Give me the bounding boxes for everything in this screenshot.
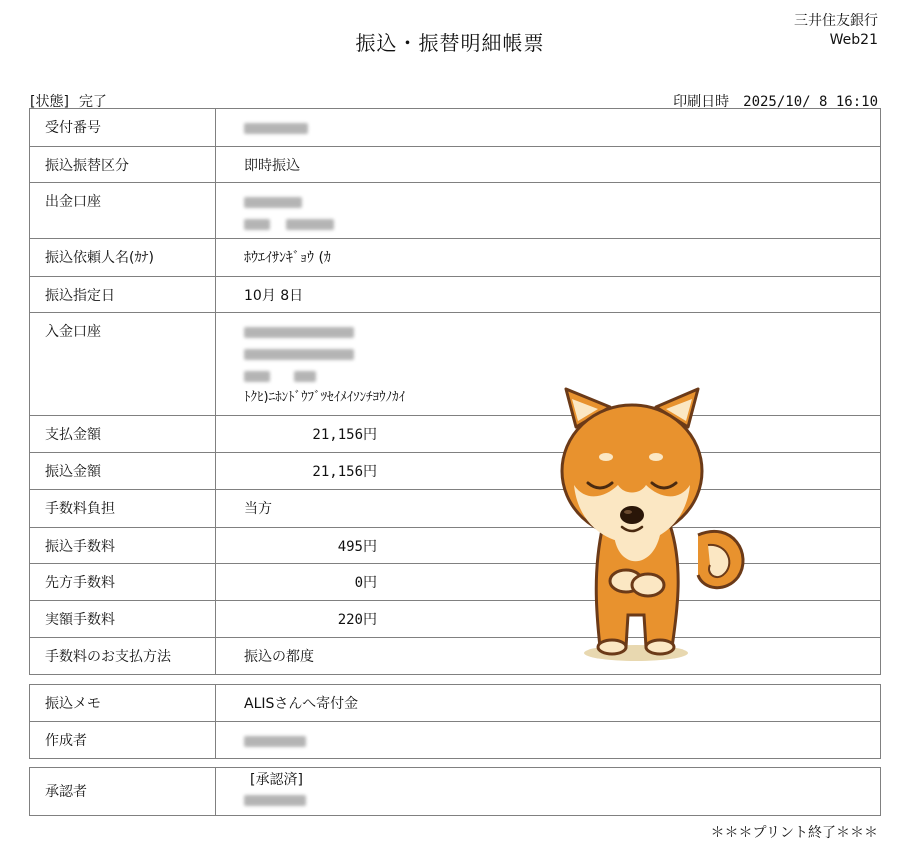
redacted-text: [244, 736, 306, 747]
redacted-text: [244, 197, 302, 208]
print-label: 印刷日時: [673, 94, 730, 110]
approver-value: [216, 768, 881, 816]
fee-bearer-label: 手数料負担: [30, 490, 216, 528]
approval-table: [29, 767, 881, 816]
transfer-detail-table: [29, 108, 881, 675]
creator-label: 作成者: [30, 722, 216, 759]
redacted-text: [244, 327, 354, 338]
payment-amount-value: 21,156円: [312, 427, 377, 443]
print-datetime: 2025/10/ 8 16:10: [743, 94, 878, 110]
fee-payment-method-label: 手数料のお支払方法: [30, 638, 216, 675]
table-row: [30, 183, 881, 239]
redacted-text: [244, 371, 270, 382]
print-end-marker: ＊＊＊プリント終了＊＊＊: [710, 825, 878, 841]
table-row: [30, 685, 881, 722]
table-row: [30, 768, 881, 816]
redacted-text: [244, 349, 354, 360]
table-row: [30, 722, 881, 759]
table-row: [30, 601, 881, 638]
transfer-amount-value: 21,156円: [312, 464, 377, 480]
bank-service-name: Web21: [829, 32, 878, 48]
requester-name-value: ﾎｳｴｲｻﾝｷﾞｮｳ (ｶ: [216, 239, 881, 277]
redacted-text: [244, 123, 308, 134]
actual-fee-label: 実額手数料: [30, 601, 216, 638]
transfer-date-label: 振込指定日: [30, 277, 216, 313]
memo-label: 振込メモ: [30, 685, 216, 722]
table-row: [30, 239, 881, 277]
actual-fee-value: 220円: [337, 612, 377, 628]
transfer-date-value: 10月 8日: [216, 277, 881, 313]
source-account-value: [216, 183, 881, 239]
redacted-text: [244, 795, 306, 806]
table-row: [30, 638, 881, 675]
approver-label: 承認者: [30, 768, 216, 816]
source-account-label: 出金口座: [30, 183, 216, 239]
transfer-type-value: 即時振込: [216, 147, 881, 183]
table-row: [30, 109, 881, 147]
transfer-type-label: 振込振替区分: [30, 147, 216, 183]
recipient-fee-label: 先方手数料: [30, 564, 216, 601]
shiba-dog-bowing-icon: [548, 385, 748, 665]
payment-amount-label: 支払金額: [30, 416, 216, 453]
status-label: [状態]: [30, 94, 69, 110]
table-row: [30, 453, 881, 490]
redacted-text: [294, 371, 316, 382]
table-row: [30, 564, 881, 601]
dest-account-label: 入金口座: [30, 313, 216, 416]
table-row: [30, 416, 881, 453]
memo-value: ALISさんへ寄付金: [216, 685, 881, 722]
table-row: [30, 528, 881, 564]
table-row: [30, 277, 881, 313]
transfer-amount-label: 振込金額: [30, 453, 216, 490]
fee-bearer-value: 当方: [216, 490, 881, 528]
redacted-text: [286, 219, 334, 230]
requester-name-label: 振込依頼人名(ｶﾅ): [30, 239, 216, 277]
table-row: [30, 490, 881, 528]
fee-payment-method-value: 振込の都度: [216, 638, 881, 675]
table-row: [30, 147, 881, 183]
redacted-text: [244, 219, 270, 230]
memo-table: [29, 684, 881, 759]
bank-name: 三井住友銀行: [794, 13, 878, 29]
document-title: 振込・振替明細帳票: [355, 31, 545, 55]
creator-value: [216, 722, 881, 759]
status-value: 完了: [78, 94, 107, 110]
receipt-number-label: 受付番号: [30, 109, 216, 147]
approval-status: [承認済]: [250, 772, 303, 788]
transfer-fee-value: 495円: [337, 539, 377, 555]
receipt-number-value: [216, 109, 881, 147]
table-row: [30, 313, 881, 416]
dest-account-kana-name: ﾄｸﾋ)ﾆﾎﾝﾄﾞｳﾌﾞﾂｾｲﾒｲｿﾝﾁﾖｳﾉｶｲ: [244, 390, 406, 405]
recipient-fee-value: 0円: [354, 575, 377, 591]
transfer-fee-label: 振込手数料: [30, 528, 216, 564]
